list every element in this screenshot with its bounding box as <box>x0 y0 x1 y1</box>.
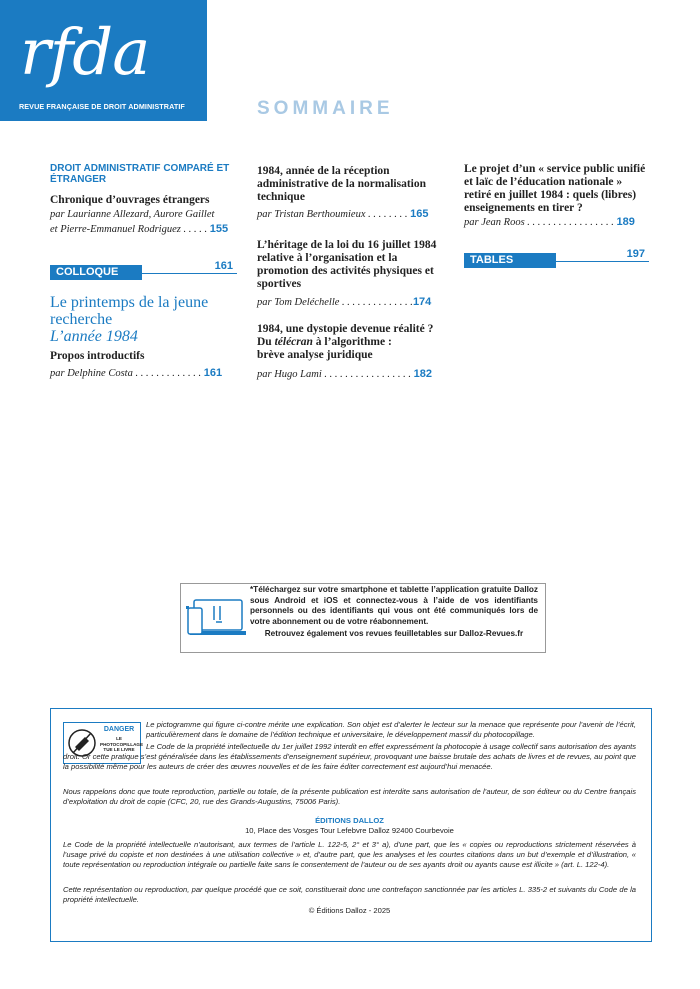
title-line-1: 1984, une dystopie devenue réalité ? <box>257 323 434 335</box>
colloque-title <box>50 294 240 345</box>
title-part: Du <box>257 336 275 348</box>
tables-page: 197 <box>626 248 645 260</box>
legal-paragraph-5: Cette représentation ou reproduction, par quelque procédé que ce soit, constituerait donc une contrefaçon sanctionnée par les articles L. 335-2 et suivants du Code de la propriété intellectuelle. <box>63 885 636 904</box>
review-subtitle: REVUE FRANÇAISE DE DROIT ADMINISTRATIF <box>19 102 185 111</box>
danger-subtitle: LE PHOTOCOPILLAGE TUE LE LIVRE <box>100 736 144 753</box>
authors-text: par Tom Deléchelle . . . . . . . . . . . . . . <box>257 297 413 308</box>
page-number: 155 <box>209 223 229 235</box>
publisher-address: 10, Place des Vosges Tour Lefebvre Dalloz 92400 Courbevoie <box>245 826 454 835</box>
legal-paragraph-3: Nous rappelons donc que toute reproduction, partielle ou totale, de la présente publication est interdite sans autorisation de l’auteur, de son éditeur ou du Centre français d’exploitation du droit de copie (CFC, 20, rue des Grands-Augustins, 75006 Paris). <box>63 787 636 806</box>
article-title: Chronique d’ouvrages étrangers <box>50 194 210 206</box>
devices-icon <box>186 598 246 640</box>
tables-label: TABLES <box>464 253 556 268</box>
article-authors <box>50 366 240 381</box>
title-italic-part: télécran <box>274 336 313 348</box>
authors-text: par Hugo Lami . . . . . . . . . . . . . . . . . <box>257 369 412 380</box>
legal-paragraph-1: Le pictogramme qui figure ci-contre mérite une explication. Son objet est d’alerter le lecteur sur la menace que représente pour l’avenir de l’écrit, particulièrement dans le domaine de l’édition technique et universitaire, le développement massif du photocopillage. <box>146 720 636 739</box>
copyright: © Éditions Dalloz - 2025 <box>308 906 391 915</box>
article-authors <box>257 295 452 310</box>
page-title: SOMMAIRE <box>257 98 394 119</box>
article-title <box>257 323 452 362</box>
legal-paragraph-2: Le Code de la propriété intellectuelle du 1er juillet 1992 interdit en effet expressément la photocopie à usage collectif sans autorisation des ayants droit. Or cette pratique s’est généralisée dans les établissements d’enseignement supérieur, provoquant une baisse brutale des achats de livres et de revues, au point que la possibilité même pour les auteurs de créer des œuvres nouvelles et de les faire éditer correctement est aujourd’hui menacée. <box>63 742 636 771</box>
article-title: L’héritage de la loi du 16 juillet 1984 relative à l’organisation et la promotion des activités physiques et sportives <box>257 239 437 290</box>
article-title: 1984, année de la réception administrative de la normalisation technique <box>257 165 426 203</box>
page-number: 174 <box>412 296 432 308</box>
rfda-logo: rfda <box>20 16 150 90</box>
colloque-title-line-3: L’année 1984 <box>50 328 138 345</box>
colloque-title-line-1: Le printemps de la jeune <box>50 294 209 311</box>
danger-label: DANGER <box>103 726 135 733</box>
page-number: 182 <box>413 368 432 380</box>
colloque-page: 161 <box>214 260 233 272</box>
authors-text: par Tristan Berthoumieux . . . . . . . . <box>257 209 408 220</box>
article-authors <box>257 207 447 222</box>
legal-paragraph-4: Le Code de la propriété intellectuelle n’autorisant, aux termes de l’article L. 122-5, 2° et 3° a), d’une part, que les « copies ou reproductions strictement réservées à l’usage privé du copiste et non destinées à une utilisation collective » et, d’autre part, que les analyses et les courtes citations dans un but d’exemple et d’illustration, « toute représentation ou reproduction intégrale ou partielle faite sans le consentement de l’auteur ou de ses ayants droit ou ayants cause est illicite » (art. L. 122-4). <box>63 840 636 869</box>
colloque-bar <box>50 260 237 278</box>
page-number: 165 <box>410 208 429 220</box>
colloque-title-line-2: recherche <box>50 311 113 328</box>
section-title: DROIT ADMINISTRATIF COMPARÉ ET ÉTRANGER <box>50 163 230 185</box>
title-line-3: brève analyse juridique <box>257 349 373 361</box>
publisher-name: ÉDITIONS DALLOZ <box>315 816 384 825</box>
page-number: 161 <box>203 367 223 379</box>
article-authors <box>464 215 654 230</box>
app-info-paragraph: *Téléchargez sur votre smartphone et tablette l’application gratuite Dalloz sous Android et iOS et connectez-vous à l’aide de vos identifiants personnels ou des identifiants qui vous ont été communiqués lors de votre abonnement ou de votre réabonnement. <box>250 585 538 626</box>
article-authors <box>50 208 240 237</box>
app-info-text <box>250 585 538 640</box>
title-part: à l’algorithme : <box>312 336 392 348</box>
authors-line-1: par Laurianne Allezard, Aurore Gaillet <box>50 209 215 220</box>
authors-text: et Pierre-Emmanuel Rodriguez . . . . . <box>50 224 208 235</box>
tables-bar <box>464 248 649 266</box>
colloque-label: COLLOQUE <box>50 265 142 280</box>
title-line-2 <box>257 336 452 349</box>
app-info-link-text: Retrouvez également vos revues feuilletables sur Dalloz-Revues.fr <box>264 629 524 638</box>
authors-text: par Jean Roos . . . . . . . . . . . . . . . . . <box>464 217 614 228</box>
page-number: 189 <box>616 216 635 228</box>
authors-line-2 <box>50 222 240 237</box>
article-authors <box>257 367 452 382</box>
article-title: Le projet d’un « service public unifié et laïc de l’éducation nationale » retiré en juillet 1984 : quels (libres) enseignements en tirer ? <box>464 163 646 214</box>
article-title: Propos introductifs <box>50 350 145 362</box>
authors-text: par Delphine Costa . . . . . . . . . . . . . <box>50 368 202 379</box>
